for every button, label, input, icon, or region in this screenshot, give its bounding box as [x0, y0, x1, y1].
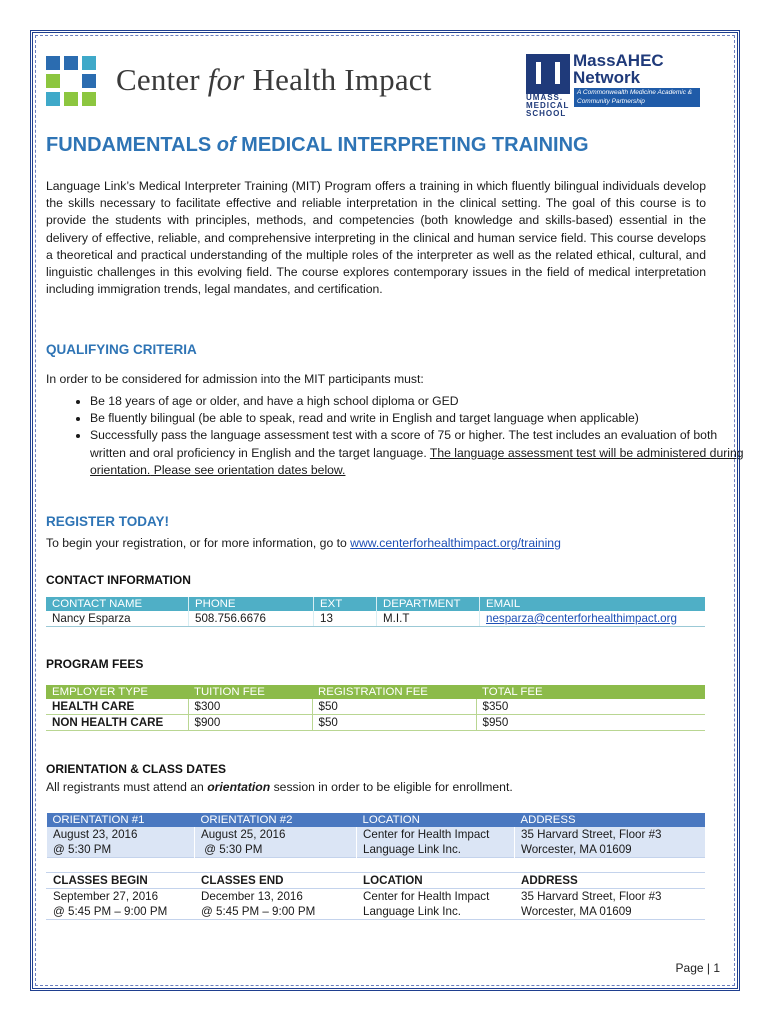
registration-link[interactable]: www.centerforhealthimpact.org/training — [350, 536, 561, 550]
column-header: ORIENTATION #1 — [47, 813, 195, 827]
table-row: HEALTH CARE $300 $50 $350 — [46, 699, 705, 715]
column-header: REGISTRATION FEE — [312, 685, 476, 699]
table-row: NON HEALTH CARE $900 $50 $950 — [46, 715, 705, 731]
list-item: • Be 18 years of age or older, and have a high school diploma or GED — [90, 393, 750, 410]
qualifying-heading: QUALIFYING CRITERIA — [46, 342, 197, 357]
fees-heading: PROGRAM FEES — [46, 657, 144, 671]
massahec-title: MassAHEC Network — [573, 51, 664, 87]
table-row: @ 5:45 PM – 9:00 PM @ 5:45 PM – 9:00 PM Language Link Inc. Worcester, MA 01609 — [47, 904, 706, 920]
massahec-logo — [526, 51, 701, 118]
fees-table — [46, 685, 705, 731]
column-header: EMPLOYER TYPE — [46, 685, 188, 699]
spacer-row — [47, 858, 706, 873]
page-number: Page | 1 — [675, 961, 720, 975]
table-row: @ 5:30 PM @ 5:30 PM Language Link Inc. Worcester, MA 01609 — [47, 842, 706, 858]
umass-mark-icon — [526, 54, 570, 94]
umass-label: UMASS. MEDICAL SCHOOL — [526, 93, 570, 118]
column-header: LOCATION — [357, 813, 515, 827]
list-item: • Be fluently bilingual (be able to speak, read and write in English and target language when applicable) — [90, 410, 750, 427]
column-header: ORIENTATION #2 — [195, 813, 357, 827]
intro-paragraph: Language Link’s Medical Interpreter Training (MIT) Program offers a training in which fluently bilingual individuals develop the skills necessary to facilitate effective and reliable interpretation in the clinical setting. The goal of this course is to provide the students with principles, methods, and competencies (both knowledge and skills-based) essential in the delivery of effective, reliable, and comprehensive interpreting in the clinical and human service field. This course develops a theoretical and practical understanding of the multiple roles of the interpreter as well as the related ethical, cultural, and linguistic challenges in this evolving field. The course explores contemporary issues in the field of medical interpretation including immigration trends, legal mandates, and certification. — [46, 179, 706, 297]
column-header: DEPARTMENT — [377, 597, 480, 611]
column-header: CONTACT NAME — [46, 597, 189, 611]
table-row: Nancy Esparza 508.756.6676 13 M.I.T nesparza@centerforhealthimpact.org — [46, 611, 705, 627]
column-header: TUITION FEE — [188, 685, 312, 699]
contact-heading: CONTACT INFORMATION — [46, 573, 191, 587]
register-text: To begin your registration, or for more information, go to www.centerforhealthimpact.org/training — [46, 536, 561, 550]
column-header: EMAIL — [480, 597, 706, 611]
orientation-table — [46, 813, 705, 920]
column-header: ADDRESS — [515, 813, 706, 827]
class-header-row: CLASSES BEGIN CLASSES END LOCATION ADDRESS — [47, 873, 706, 889]
column-header: PHONE — [189, 597, 314, 611]
column-header: TOTAL FEE — [476, 685, 705, 699]
chi-logo-text: Center for Health Impact — [116, 62, 432, 97]
page-title: FUNDAMENTALS of MEDICAL INTERPRETING TRAINING — [46, 134, 589, 156]
contact-table — [46, 597, 705, 627]
page-header — [46, 51, 706, 118]
underlined-note: The language assessment test will be administered during orientation. — [90, 445, 744, 477]
qualifying-lead: In order to be considered for admission into the MIT participants must: — [46, 372, 424, 386]
table-row: September 27, 2016 December 13, 2016 Center for Health Impact 35 Harvard Street, Floor #3 — [47, 889, 706, 905]
chi-logo-icon — [46, 56, 96, 108]
table-row: August 23, 2016 August 25, 2016 Center for Health Impact 35 Harvard Street, Floor #3 — [47, 827, 706, 842]
register-heading: REGISTER TODAY! — [46, 514, 170, 529]
email-link[interactable]: nesparza@centerforhealthimpact.org — [486, 612, 677, 625]
criteria-list — [46, 393, 750, 479]
orientation-lead: All registrants must attend an orientation session in order to be eligible for enrollment. — [46, 780, 513, 794]
list-item: • Successfully pass the language assessment test with a score of 75 or higher. The test includes an evaluation of both written and oral proficiency in English and the target language. The language assessment test will be administered during orientation. Please see orientation dates below. — [90, 427, 750, 479]
column-header: EXT — [314, 597, 377, 611]
massahec-tagline: A Commonwealth Medicine Academic & Community Partnership — [574, 88, 700, 107]
orientation-heading: ORIENTATION & CLASS DATES — [46, 762, 226, 776]
